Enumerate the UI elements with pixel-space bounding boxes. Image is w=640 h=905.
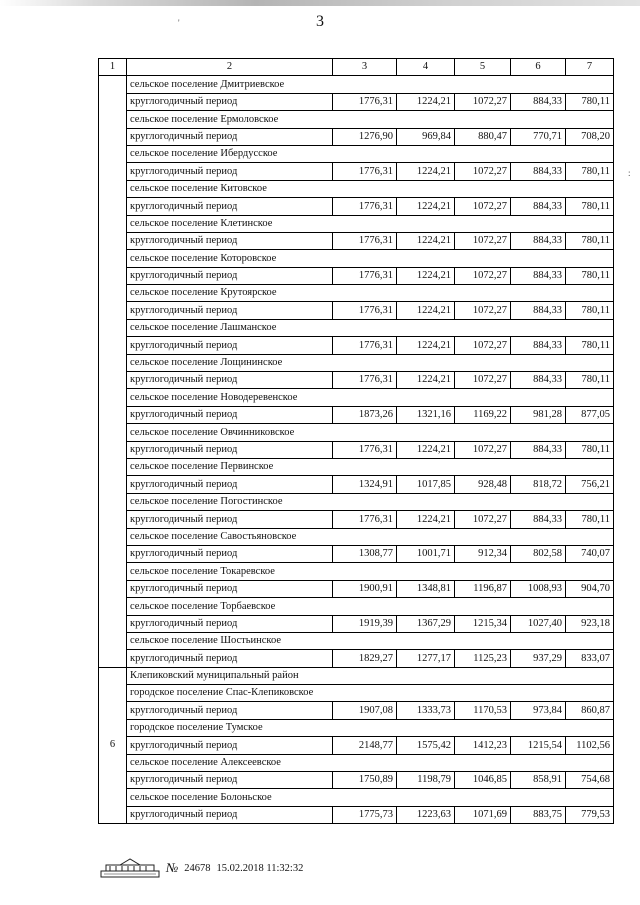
column-header: 1 — [99, 59, 127, 76]
table-row — [99, 806, 614, 823]
tariff-value: 780,11 — [566, 232, 614, 249]
tariff-value: 1333,73 — [397, 702, 455, 719]
tariff-value: 1072,27 — [455, 511, 511, 528]
tariff-value: 780,11 — [566, 511, 614, 528]
tariff-value: 1001,71 — [397, 545, 455, 562]
tariff-value: 884,33 — [511, 267, 566, 284]
tariff-value: 780,11 — [566, 302, 614, 319]
scan-edge — [0, 0, 640, 6]
tariff-value: 1348,81 — [397, 580, 455, 597]
tariff-value: 912,34 — [455, 545, 511, 562]
tariff-value: 770,71 — [511, 128, 566, 145]
table-row — [99, 615, 614, 632]
table-row — [99, 389, 614, 406]
table-row — [99, 198, 614, 215]
tariff-value: 1776,31 — [333, 302, 397, 319]
tariff-value: 2148,77 — [333, 737, 397, 754]
tariff-value: 884,33 — [511, 302, 566, 319]
footer-doc-number: 24678 — [184, 862, 211, 874]
tariff-value: 1324,91 — [333, 476, 397, 493]
settlement-name: сельское поселение Овчинниковское — [127, 424, 614, 441]
library-seal-icon — [100, 857, 160, 879]
tariff-value: 740,07 — [566, 545, 614, 562]
tariff-value: 1072,27 — [455, 302, 511, 319]
tariff-value: 1224,21 — [397, 441, 455, 458]
tariff-value: 1072,27 — [455, 163, 511, 180]
tariff-value: 1046,85 — [455, 772, 511, 789]
tariff-value: 708,20 — [566, 128, 614, 145]
tariff-value: 1776,31 — [333, 337, 397, 354]
tariff-value: 1008,93 — [511, 580, 566, 597]
tariff-value: 1196,87 — [455, 580, 511, 597]
period-label: круглогодичный период — [127, 337, 333, 354]
tariff-value: 1017,85 — [397, 476, 455, 493]
tariff-value: 1072,27 — [455, 337, 511, 354]
table-row — [99, 145, 614, 162]
tariff-value: 780,11 — [566, 267, 614, 284]
period-label: круглогодичный период — [127, 737, 333, 754]
table-row — [99, 702, 614, 719]
tariff-value: 802,58 — [511, 545, 566, 562]
tariff-value: 779,53 — [566, 806, 614, 823]
tariff-value: 1776,31 — [333, 441, 397, 458]
tariff-value: 884,33 — [511, 441, 566, 458]
period-label: круглогодичный период — [127, 406, 333, 423]
settlement-name: сельское поселение Лощининское — [127, 354, 614, 371]
period-label: круглогодичный период — [127, 232, 333, 249]
tariff-value: 877,05 — [566, 406, 614, 423]
tariff-value: 880,47 — [455, 128, 511, 145]
settlement-name: городское поселение Спас-Клепиковское — [127, 685, 614, 702]
period-label: круглогодичный период — [127, 615, 333, 632]
column-header: 6 — [511, 59, 566, 76]
table-row — [99, 476, 614, 493]
settlement-name: сельское поселение Новодеревенское — [127, 389, 614, 406]
period-label: круглогодичный период — [127, 302, 333, 319]
settlement-name: сельское поселение Ермоловское — [127, 111, 614, 128]
scan-speck: ' — [178, 18, 180, 28]
tariff-value: 860,87 — [566, 702, 614, 719]
tariff-value: 1224,21 — [397, 163, 455, 180]
tariff-value: 1775,73 — [333, 806, 397, 823]
tariff-value: 1776,31 — [333, 93, 397, 110]
footer-datetime: 15.02.2018 11:32:32 — [216, 862, 304, 874]
table-row — [99, 163, 614, 180]
tariff-value: 1224,21 — [397, 267, 455, 284]
table-row — [99, 267, 614, 284]
settlement-name: сельское поселение Крутоярское — [127, 285, 614, 302]
tariff-value: 1873,26 — [333, 406, 397, 423]
tariff-value: 1276,90 — [333, 128, 397, 145]
table-row — [99, 354, 614, 371]
tariff-value: 1072,27 — [455, 232, 511, 249]
tariff-value: 1367,29 — [397, 615, 455, 632]
period-label: круглогодичный период — [127, 580, 333, 597]
table-row — [99, 128, 614, 145]
table-row — [99, 580, 614, 597]
tariff-value: 1224,21 — [397, 198, 455, 215]
settlement-name: сельское поселение Китовское — [127, 180, 614, 197]
table-row — [99, 754, 614, 771]
settlement-name: сельское поселение Алексеевское — [127, 754, 614, 771]
tariff-value: 1776,31 — [333, 163, 397, 180]
tariff-value: 1776,31 — [333, 372, 397, 389]
column-header: 4 — [397, 59, 455, 76]
settlement-name: сельское поселение Клетинское — [127, 215, 614, 232]
tariff-value: 973,84 — [511, 702, 566, 719]
district-row — [99, 667, 614, 684]
tariff-value: 1224,21 — [397, 232, 455, 249]
column-header: 3 — [333, 59, 397, 76]
period-label: круглогодичный период — [127, 511, 333, 528]
period-label: круглогодичный период — [127, 545, 333, 562]
tariff-value: 884,33 — [511, 232, 566, 249]
tariff-value: 754,68 — [566, 772, 614, 789]
table-row — [99, 528, 614, 545]
tariff-value: 1224,21 — [397, 511, 455, 528]
table-row — [99, 511, 614, 528]
column-header: 5 — [455, 59, 511, 76]
table-row — [99, 493, 614, 510]
settlement-name: сельское поселение Ибердусское — [127, 145, 614, 162]
tariff-value: 928,48 — [455, 476, 511, 493]
settlement-name: сельское поселение Болоньское — [127, 789, 614, 806]
tariff-value: 780,11 — [566, 93, 614, 110]
tariff-value: 1776,31 — [333, 267, 397, 284]
period-label: круглогодичный период — [127, 267, 333, 284]
tariff-value: 904,70 — [566, 580, 614, 597]
tariff-value: 1907,08 — [333, 702, 397, 719]
tariff-value: 780,11 — [566, 198, 614, 215]
table-row — [99, 285, 614, 302]
table-row — [99, 632, 614, 649]
table-row — [99, 789, 614, 806]
district-index: 6 — [99, 667, 127, 824]
tariff-value: 1224,21 — [397, 302, 455, 319]
table-row — [99, 215, 614, 232]
tariff-value: 1750,89 — [333, 772, 397, 789]
tariff-value: 818,72 — [511, 476, 566, 493]
settlement-name: сельское поселение Токаревское — [127, 563, 614, 580]
table-row — [99, 302, 614, 319]
tariff-value: 937,29 — [511, 650, 566, 667]
tariff-value: 1102,56 — [566, 737, 614, 754]
settlement-name: сельское поселение Первинское — [127, 458, 614, 475]
tariff-value: 969,84 — [397, 128, 455, 145]
settlement-name: сельское поселение Лашманское — [127, 319, 614, 336]
tariff-value: 1224,21 — [397, 93, 455, 110]
tariff-value: 1072,27 — [455, 267, 511, 284]
tariff-value: 1072,27 — [455, 372, 511, 389]
tariff-value: 780,11 — [566, 441, 614, 458]
tariff-value: 884,33 — [511, 93, 566, 110]
period-label: круглогодичный период — [127, 372, 333, 389]
column-header: 2 — [127, 59, 333, 76]
footer-number-prefix: № — [166, 860, 179, 875]
table-row — [99, 250, 614, 267]
tariff-value: 884,33 — [511, 511, 566, 528]
row-index — [99, 76, 127, 667]
tariff-value: 1919,39 — [333, 615, 397, 632]
tariff-value: 1308,77 — [333, 545, 397, 562]
table-row — [99, 93, 614, 110]
tariff-value: 1169,22 — [455, 406, 511, 423]
table-row — [99, 406, 614, 423]
tariff-value: 884,33 — [511, 372, 566, 389]
tariff-value: 1027,40 — [511, 615, 566, 632]
tariff-value: 923,18 — [566, 615, 614, 632]
period-label: круглогодичный период — [127, 806, 333, 823]
tariff-value: 1412,23 — [455, 737, 511, 754]
table-row — [99, 372, 614, 389]
period-label: круглогодичный период — [127, 476, 333, 493]
table-row — [99, 337, 614, 354]
tariff-value: 1072,27 — [455, 441, 511, 458]
table-header-row — [99, 59, 614, 76]
tariff-value: 1224,21 — [397, 372, 455, 389]
tariff-value: 883,75 — [511, 806, 566, 823]
tariff-value: 756,21 — [566, 476, 614, 493]
tariff-value: 1215,54 — [511, 737, 566, 754]
footer-stamp — [100, 857, 303, 879]
tariff-value: 1215,34 — [455, 615, 511, 632]
table-row — [99, 319, 614, 336]
tariff-value: 1223,63 — [397, 806, 455, 823]
period-label: круглогодичный период — [127, 772, 333, 789]
settlement-name: сельское поселение Которовское — [127, 250, 614, 267]
tariff-value: 1277,17 — [397, 650, 455, 667]
tariff-value: 1072,27 — [455, 93, 511, 110]
tariff-value: 833,07 — [566, 650, 614, 667]
settlement-name: сельское поселение Дмитриевское — [127, 76, 614, 93]
column-header: 7 — [566, 59, 614, 76]
table-row — [99, 737, 614, 754]
table-row — [99, 598, 614, 615]
table-row — [99, 180, 614, 197]
tariff-value: 1125,23 — [455, 650, 511, 667]
table-row — [99, 685, 614, 702]
district-name: Клепиковский муниципальный район — [127, 667, 614, 684]
tariff-value: 1776,31 — [333, 511, 397, 528]
period-label: круглогодичный период — [127, 198, 333, 215]
table-row — [99, 441, 614, 458]
period-label: круглогодичный период — [127, 441, 333, 458]
page-number: 3 — [316, 13, 324, 30]
period-label: круглогодичный период — [127, 650, 333, 667]
table-row — [99, 545, 614, 562]
table-row — [99, 111, 614, 128]
scan-speck: : — [628, 168, 631, 178]
table-row — [99, 719, 614, 736]
table-row — [99, 232, 614, 249]
table-row — [99, 458, 614, 475]
tariff-value: 1575,42 — [397, 737, 455, 754]
tariff-value: 884,33 — [511, 337, 566, 354]
tariff-value: 981,28 — [511, 406, 566, 423]
settlement-name: сельское поселение Торбаевское — [127, 598, 614, 615]
tariff-value: 858,91 — [511, 772, 566, 789]
tariff-value: 1072,27 — [455, 198, 511, 215]
tariff-value: 1224,21 — [397, 337, 455, 354]
settlement-name: сельское поселение Шостьинское — [127, 632, 614, 649]
period-label: круглогодичный период — [127, 702, 333, 719]
tariff-value: 1321,16 — [397, 406, 455, 423]
tariff-value: 1170,53 — [455, 702, 511, 719]
table-row — [99, 563, 614, 580]
tariff-table — [98, 58, 614, 824]
settlement-name: сельское поселение Погостинское — [127, 493, 614, 510]
table-row — [99, 772, 614, 789]
tariff-value: 1198,79 — [397, 772, 455, 789]
tariff-value: 1071,69 — [455, 806, 511, 823]
tariff-value: 780,11 — [566, 372, 614, 389]
tariff-value: 1776,31 — [333, 232, 397, 249]
table-row — [99, 76, 614, 93]
tariff-value: 780,11 — [566, 337, 614, 354]
period-label: круглогодичный период — [127, 93, 333, 110]
settlement-name: городское поселение Тумское — [127, 719, 614, 736]
tariff-value: 1900,91 — [333, 580, 397, 597]
settlement-name: сельское поселение Савостьяновское — [127, 528, 614, 545]
tariff-value: 884,33 — [511, 163, 566, 180]
period-label: круглогодичный период — [127, 163, 333, 180]
table-row — [99, 424, 614, 441]
tariff-value: 1829,27 — [333, 650, 397, 667]
tariff-value: 884,33 — [511, 198, 566, 215]
tariff-value: 780,11 — [566, 163, 614, 180]
table-row — [99, 650, 614, 667]
tariff-value: 1776,31 — [333, 198, 397, 215]
period-label: круглогодичный период — [127, 128, 333, 145]
